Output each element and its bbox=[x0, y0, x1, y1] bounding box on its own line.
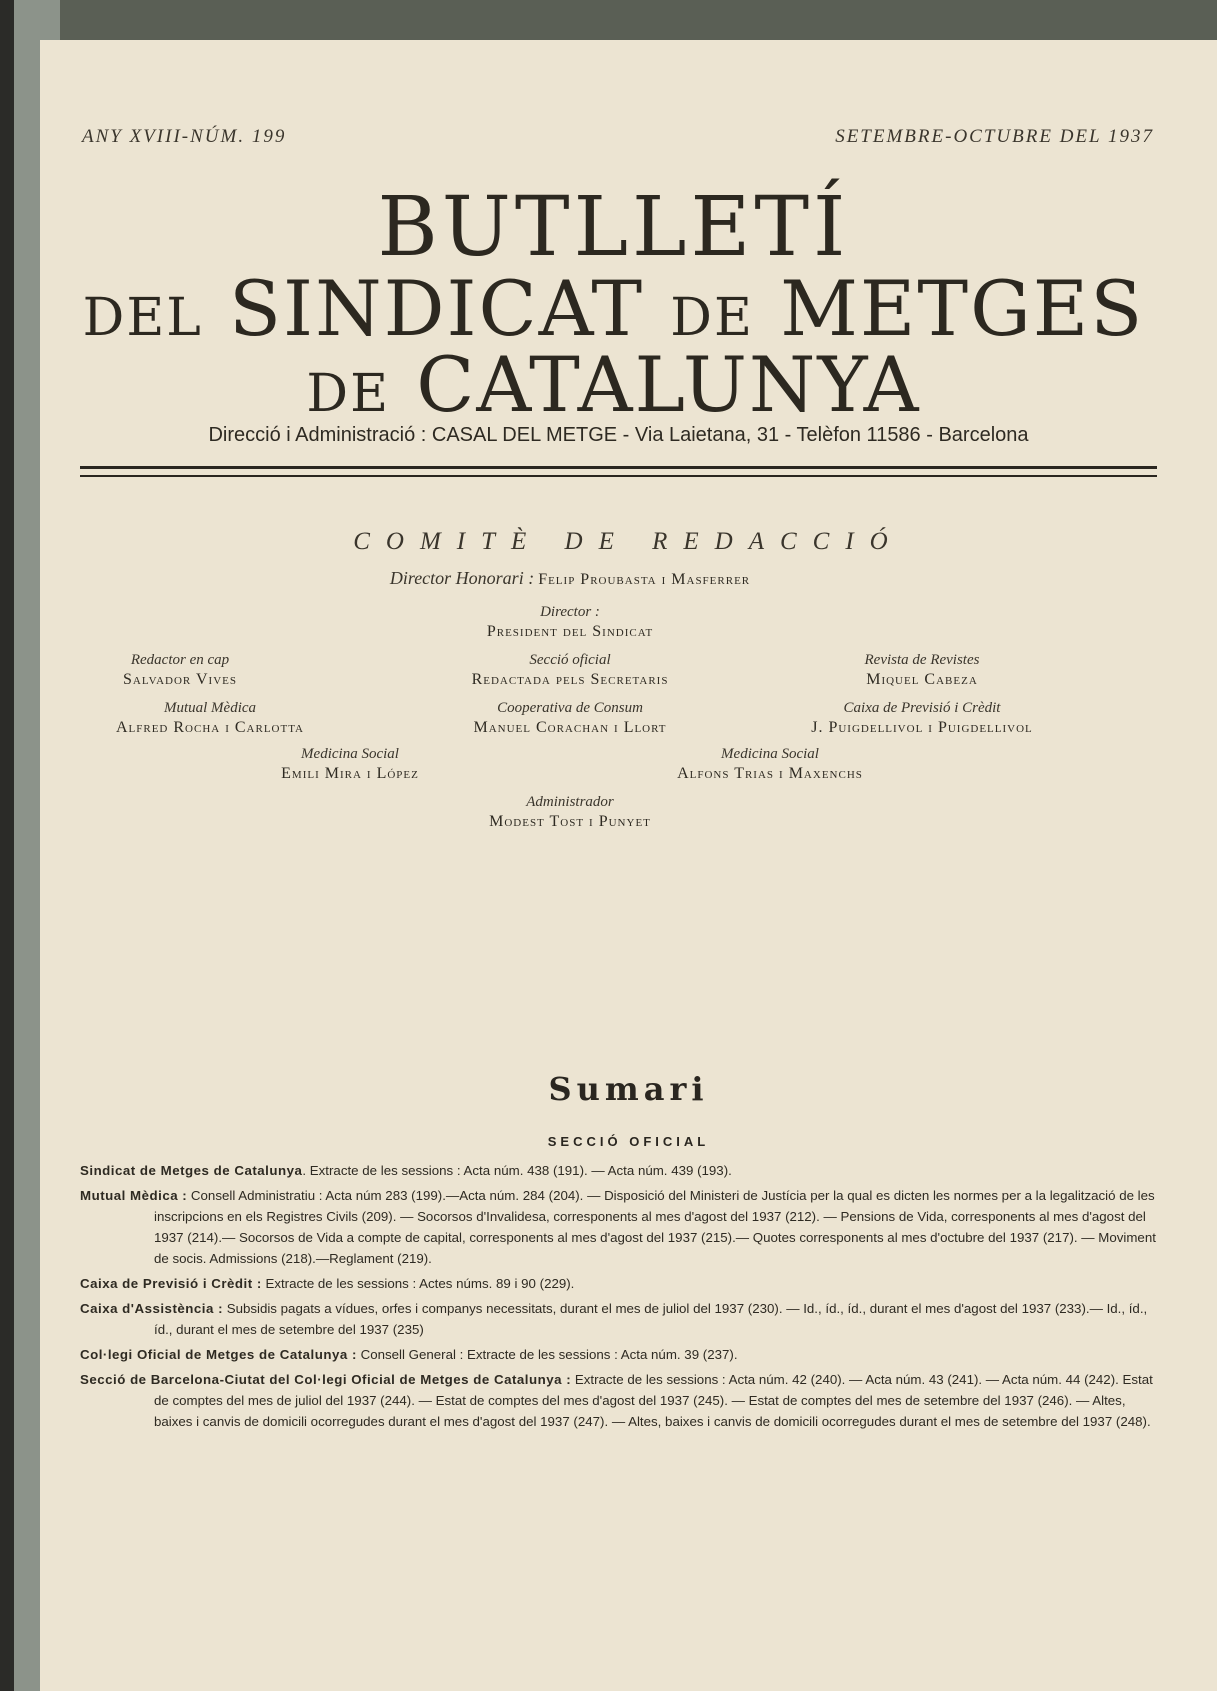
item-title: Caixa d'Assistència : bbox=[80, 1301, 223, 1316]
title-de: DE bbox=[670, 288, 754, 348]
sumari-item bbox=[80, 1369, 1157, 1432]
item-text: Consell General : Extracte de les sessions : Acta núm. 39 (237). bbox=[356, 1347, 738, 1362]
entry-name: Alfons Trias i Maxenchs bbox=[677, 765, 863, 782]
sumari-list bbox=[80, 1160, 1157, 1436]
committee-entry bbox=[732, 698, 1112, 738]
document-page bbox=[40, 40, 1217, 1691]
entry-name: Miquel Cabeza bbox=[866, 671, 978, 688]
issue-number: ANY XVIII-NÚM. 199 bbox=[82, 126, 287, 147]
director-role: Director : bbox=[540, 604, 600, 620]
sumari-item bbox=[80, 1185, 1157, 1269]
committee-entry bbox=[30, 650, 330, 690]
committee-heading: COMITÈ DE REDACCIÓ bbox=[353, 528, 904, 555]
sumari-item bbox=[80, 1160, 1157, 1181]
item-title: Mutual Mèdica : bbox=[80, 1188, 188, 1203]
entry-name: Alfred Rocha i Carlotta bbox=[115, 719, 304, 736]
entry-role: Caixa de Previsió i Crèdit bbox=[843, 700, 1001, 716]
address-line: Direcció i Administració : CASAL DEL METGE - Via Laietana, 31 - Telèfon 11586 - Barcelona bbox=[208, 424, 1029, 446]
committee-entry bbox=[390, 792, 750, 832]
committee-entry bbox=[60, 698, 360, 738]
entry-role: Revista de Revistes bbox=[864, 652, 980, 668]
item-title: Col·legi Oficial de Metges de Catalunya : bbox=[80, 1347, 357, 1362]
item-text: Extracte de les sessions : Actes núms. 89 i 90 (229). bbox=[261, 1276, 575, 1291]
item-text: Subsidis pagats a vídues, orfes i companys necessitats, durant el mes de juliol del 1937 (230). — Id., íd., íd., durant el mes d'agost del 1937 (233).— Id., íd., íd., durant el mes de setembre del 1937 (235) bbox=[154, 1301, 1148, 1337]
title-catalunya: CATALUNYA bbox=[416, 340, 921, 429]
honorary-role: Director Honorari : bbox=[389, 568, 535, 588]
item-title: Caixa de Previsió i Crèdit : bbox=[80, 1276, 262, 1291]
entry-name: Modest Tost i Punyet bbox=[489, 813, 651, 830]
director bbox=[390, 602, 750, 642]
entry-role: Medicina Social bbox=[721, 746, 819, 762]
honorary-director bbox=[290, 568, 850, 590]
sumari-item bbox=[80, 1344, 1157, 1365]
header-rule bbox=[80, 466, 1157, 477]
entry-name: Manuel Corachan i Llort bbox=[473, 719, 667, 736]
entry-role: Medicina Social bbox=[301, 746, 399, 762]
committee-entry bbox=[742, 650, 1102, 690]
sumari-item bbox=[80, 1298, 1157, 1340]
item-text: Extracte de les sessions : Acta núm. 42 (240). — Acta núm. 43 (241). — Acta núm. 44 (242). Estat de comptes del mes de juliol del 1937 (244). — Estat de comptes del mes d'agost del 1937 (245). — Estat de comptes del mes de setembre del 1937 (246). — Altes, baixes i canvis de domicili ocorregudes durant el mes d'agost del 1937 (247). — Altes, baixes i canvis de domicili ocorregudes durant el mes de setembre del 1937 (248). bbox=[154, 1372, 1153, 1429]
title-metges: METGES bbox=[780, 264, 1145, 353]
title-del: DEL bbox=[82, 288, 203, 348]
section-heading: SECCIÓ OFICIAL bbox=[547, 1134, 710, 1149]
binding-edge bbox=[0, 0, 14, 1691]
sumari-item bbox=[80, 1273, 1157, 1294]
entry-role: Cooperativa de Consum bbox=[497, 700, 643, 716]
title-line-1: BUTLLETÍ bbox=[377, 180, 850, 275]
committee-entry bbox=[200, 744, 500, 784]
item-title: Sindicat de Metges de Catalunya bbox=[80, 1163, 303, 1178]
committee-entry bbox=[390, 698, 750, 738]
director-name: President del Sindicat bbox=[486, 623, 654, 640]
title-line-3 bbox=[70, 340, 1157, 429]
entry-role: Secció oficial bbox=[529, 652, 611, 668]
item-text: Consell Administratiu : Acta núm 283 (199).—Acta núm. 284 (204). — Disposició del Ministeri de Justícia per la qual es dicten les normes per a la legalització de les inscripcions en els Registres Civils (209). — Socorsos d'Invalidesa, corresponents al mes d'agost del 1937 (212). — Pensions de Vida, corresponents al mes d'agost del 1937 (214).— Socorsos de Vida a compte de capital, corresponents al mes d'agost del 1937 (215).— Quotes corresponents al mes d'octubre del 1937 (217). — Moviment de socis. Admissions (218).—Reglament (219). bbox=[154, 1188, 1156, 1266]
honorary-name: Felip Proubasta i Masferrer bbox=[538, 571, 751, 588]
title-de-2: DE bbox=[306, 364, 391, 424]
committee-entry bbox=[390, 650, 750, 690]
title-sindicat: SINDICAT bbox=[228, 264, 645, 353]
item-title: Secció de Barcelona-Ciutat del Col·legi Oficial de Metges de Catalunya : bbox=[80, 1372, 572, 1387]
item-text: . Extracte de les sessions : Acta núm. 438 (191). — Acta núm. 439 (193). bbox=[302, 1163, 732, 1178]
sumari-heading: Sumari bbox=[548, 1070, 709, 1108]
issue-header bbox=[82, 126, 1154, 148]
issue-date: SETEMBRE-OCTUBRE DEL 1937 bbox=[835, 126, 1154, 147]
entry-name: Redactada pels Secretaris bbox=[471, 671, 669, 688]
entry-role: Administrador bbox=[526, 794, 614, 810]
committee-entry bbox=[610, 744, 930, 784]
entry-name: Salvador Vives bbox=[123, 671, 237, 688]
entry-name: Emili Mira i López bbox=[281, 765, 419, 782]
entry-name: J. Puigdellivol i Puigdellivol bbox=[811, 719, 1033, 736]
entry-role: Redactor en cap bbox=[130, 652, 230, 668]
entry-role: Mutual Mèdica bbox=[163, 700, 257, 716]
